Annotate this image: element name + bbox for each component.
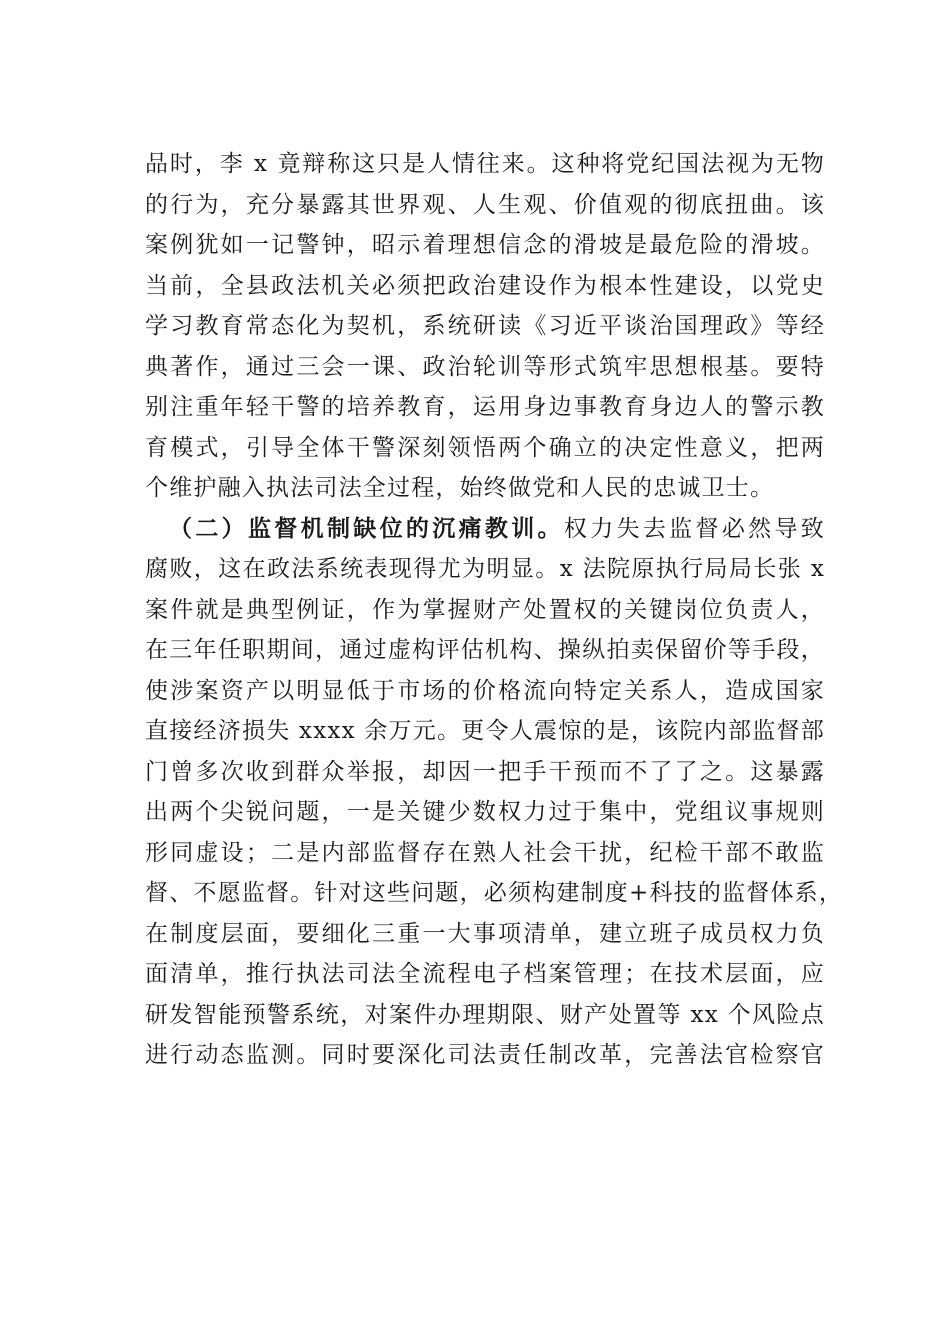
text-line: 腐败，这在政法系统表现得尤为明显。x 法院原执行局局长张 x — [145, 556, 825, 582]
text-line: 进行动态监测。同时要深化司法责任制改革，完善法官检察官 — [145, 1042, 825, 1068]
text-line: 面清单，推行执法司法全流程电子档案管理；在技术层面，应 — [145, 961, 825, 987]
document-body — [145, 144, 844, 1076]
section-2-heading: （二）监督机制缺位的沉痛教训。 — [169, 514, 564, 542]
text-line: 在制度层面，要细化三重一大事项清单，建立班子成员权力负 — [145, 920, 825, 947]
text-line: 督、不愿监督。针对这些问题，必须构建制度+科技的监督体系， — [145, 880, 844, 906]
text-line: 研发智能预警系统，对案件办理期限、财产处置等 xx 个风险点 — [145, 1001, 825, 1028]
text-line: 别注重年轻干警的培养教育，运用身边事教育身边人的警示教 — [145, 394, 825, 420]
text-line: 育模式，引导全体干警深刻领悟两个确立的决定性意义，把两 — [145, 434, 825, 461]
paragraph-2 — [145, 509, 844, 1076]
text-line: 案件就是典型例证，作为掌握财产处置权的关键岗位负责人， — [145, 596, 825, 623]
text-line: 使涉案资产以明显低于市场的价格流向特定关系人，造成国家 — [145, 677, 825, 704]
section-2-first-line — [145, 509, 825, 550]
text-line: 在三年任职期间，通过虚构评估机构、操纵拍卖保留价等手段， — [145, 637, 825, 663]
paragraph-1 — [145, 144, 825, 509]
text-line: 案例犹如一记警钟，昭示着理想信念的滑坡是最危险的滑坡。 — [145, 232, 825, 258]
text-line: 出两个尖锐问题，一是关键少数权力过于集中，党组议事规则 — [145, 799, 825, 825]
text-line: 直接经济损失 xxxx 余万元。更令人震惊的是，该院内部监督部 — [145, 718, 825, 744]
text-line: 的行为，充分暴露其世界观、人生观、价值观的彻底扭曲。该 — [145, 191, 825, 218]
text-line: 个维护融入执法司法全过程，始终做党和人民的忠诚卫士。 — [145, 475, 775, 501]
text-line: 门曾多次收到群众举报，却因一把手干预而不了了之。这暴露 — [145, 758, 825, 785]
text-line: 典著作，通过三会一课、政治轮训等形式筑牢思想根基。要特 — [145, 353, 825, 380]
section-2-lead: 权力失去监督必然导致 — [563, 515, 825, 542]
text-line: 形同虚设；二是内部监督存在熟人社会干扰，纪检干部不敢监 — [145, 839, 825, 866]
text-line: 学习教育常态化为契机，系统研读《习近平谈治国理政》等经 — [145, 313, 825, 339]
text-line: 品时，李 x 竟辩称这只是人情往来。这种将党纪国法视为无物 — [145, 151, 825, 177]
text-line: 当前，全县政法机关必须把政治建设作为根本性建设，以党史 — [145, 272, 825, 299]
